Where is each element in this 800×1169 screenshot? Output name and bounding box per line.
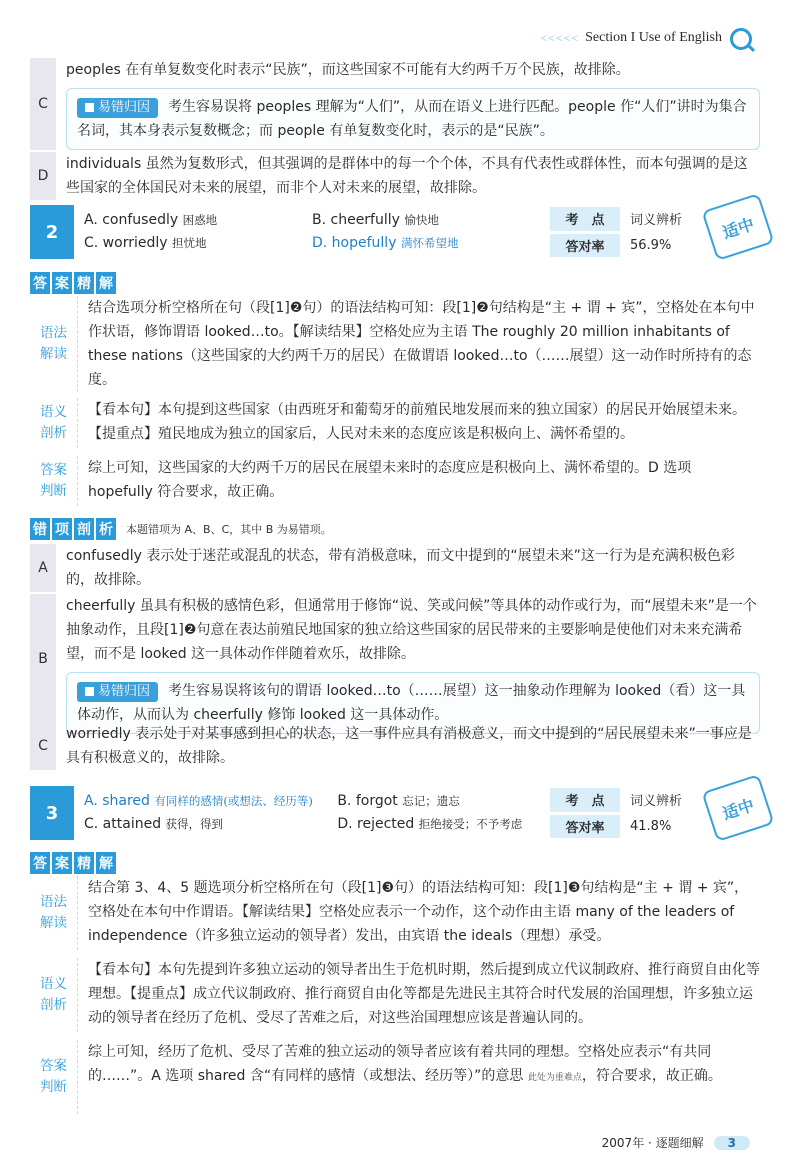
block-label: 语法 解读: [30, 296, 78, 392]
block-label: 语法 解读: [30, 876, 78, 950]
answer-judgment-q3: [30, 1040, 760, 1114]
block-text: 结合选项分析空格所在句（段[1]❷句）的语法结构可知：段[1]❷句结构是“主 + 谓 + 宾”，空格处在本句中作状语，修饰谓语 looked…to。【解读结果】空格处应为主语 The roughly 20 million inhabitants of these nations（这些国家的大约两千万的居民）在做谓语 looked…to（……展望）这一动作时所持有的态度。: [88, 300, 755, 388]
option-text: confusedly 表示处于迷茫或混乱的状态，带有消极意味，而文中提到的“展望未来”这一行为是充满积极色彩的，故排除。: [66, 548, 735, 588]
choice-d: D. rejected 拒绝接受；不予考虑: [337, 816, 523, 832]
wrong-options-heading: 错 项 剖 析 本题错项为 A、B、C，其中 B 为易错项。: [30, 518, 332, 540]
answer-heading-q3: 答 案 精 解: [30, 852, 118, 874]
wrong-option-c: [30, 722, 760, 770]
error-cause-tag: 易错归因: [77, 682, 158, 702]
option-text: worriedly 表示处于对某事感到担心的状态，这一事件应具有消极意义，而文中提到的“居民展望未来”一事应是具有积极意义的，故排除。: [66, 726, 752, 766]
block-text: 综上可知，这些国家的大约两千万的居民在展望未来时的态度应是积极向上、满怀希望的。D 选项 hopefully 符合要求，故正确。: [88, 460, 692, 500]
block-text: 【看本句】本句提到这些国家（由西班牙和葡萄牙的前殖民地发展而来的独立国家）的居民开始展望未来。【提重点】殖民地成为独立的国家后，人民对未来的态度应该是积极向上、满怀希望的。: [88, 402, 746, 442]
choice-a: A. shared 有同样的感情(或想法、经历等): [84, 793, 313, 809]
block-label: 答案 判断: [30, 1040, 78, 1114]
option-label: B: [30, 594, 56, 724]
header-arrows: <<<<<: [540, 30, 580, 45]
block-text: 结合第 3、4、5 题选项分析空格所在句（段[1]❸句）的语法结构可知：段[1]❸句结构是“主 + 谓 + 宾”，空格处在本句中作谓语。【解读结果】空格处应表示一个动作，这个动作由主语 many of the leaders of independence（许多独立运动的领导者）发出，由宾语 the ideals（理想）承受。: [88, 880, 749, 944]
question-number: 2: [30, 205, 74, 259]
option-c-analysis: [30, 58, 760, 150]
wrong-option-b: [30, 594, 760, 724]
page-footer: [602, 1134, 750, 1151]
choices: [74, 205, 550, 259]
error-cause-text: 考生容易误将该句的谓语 looked…to（……展望）这一抽象动作理解为 looked（看）这一具体动作，从而认为 cheerfully 修饰 looked 这一具体动作。: [77, 683, 746, 723]
choice-b: B. cheerfully 愉快地: [312, 212, 439, 228]
meta-key: 答对率: [550, 815, 620, 839]
error-cause-text: 考生容易误将 peoples 理解为“人们”，从而在语义上进行匹配。people 作“人们”讲时为集合名词，其本身表示复数概念；而 people 有单复数变化时，表示的是“民族”。: [77, 99, 747, 139]
choice-b: B. forgot 忘记；遗忘: [337, 793, 460, 809]
footer-text: 2007年 · 逐题细解: [601, 1136, 704, 1150]
answer-heading: 答 案 精 解: [30, 272, 118, 294]
wrong-note: 本题错项为 A、B、C，其中 B 为易错项。: [126, 523, 332, 536]
choice-c: C. attained 获得，得到: [84, 816, 224, 832]
choice-c: C. worriedly 担忧地: [84, 235, 207, 251]
option-label: A: [30, 544, 56, 592]
section-title: Section I Use of English: [585, 30, 722, 45]
error-cause-box: [66, 88, 760, 150]
answer-judgment: [30, 456, 760, 506]
choices: [74, 786, 550, 840]
block-label: 答案 判断: [30, 456, 78, 506]
block-label: 语义 剖析: [30, 398, 78, 448]
key-point-note: 此处为重难点: [527, 1073, 582, 1083]
block-text: 【看本句】本句先提到许多独立运动的领导者出生于危机时期，然后提到成立代议制政府、推行商贸自由化等理想。【提重点】成立代议制政府、推行商贸自由化等都是先进民主其符合时代发展的治国理想，许多独立运动的领导者在经历了危机、受尽了苦难之后，对这些治国理想应该是普遍认同的。: [88, 962, 760, 1026]
grammar-analysis: [30, 296, 760, 392]
page-number: 3: [714, 1136, 750, 1150]
wrong-option-a: [30, 544, 760, 592]
meta-value: 词义辨析: [630, 794, 683, 810]
question-3-bar: [30, 786, 760, 840]
question-number: 3: [30, 786, 74, 840]
grammar-analysis-q3: [30, 876, 760, 950]
question-2-bar: [30, 205, 760, 259]
meta-key: 答对率: [550, 234, 620, 258]
block-label: 语义 剖析: [30, 958, 78, 1032]
option-label: D: [30, 152, 56, 200]
option-text: cheerfully 虽具有积极的感情色彩，但通常用于修饰“说、笑或问候”等具体的动作或行为，而“展望未来”是一个抽象动作，且段[1]❷句意在表达前殖民地国家的独立给这些国家的居民带来的主要影响是使他们对未来充满希望，而不是 looked 这一具体动作伴随着欢乐，故排除。: [66, 598, 757, 662]
option-label: C: [30, 58, 56, 150]
meta-value: 56.9%: [630, 237, 672, 253]
meta-key: 考 点: [550, 207, 620, 231]
search-icon: [730, 28, 752, 50]
choice-a: A. confusedly 困惑地: [84, 212, 218, 228]
difficulty-stamp: 适中: [701, 193, 774, 261]
choice-d: D. hopefully 满怀希望地: [312, 235, 459, 251]
error-cause-tag: 易错归因: [77, 98, 158, 118]
semantic-analysis-q3: [30, 958, 760, 1032]
option-text: peoples 在有单复数变化时表示“民族”，而这些国家不可能有大约两千万个民族，故排除。: [66, 62, 630, 78]
page-header: [540, 30, 722, 46]
option-d-analysis: [30, 152, 760, 200]
semantic-analysis: [30, 398, 760, 448]
option-text: individuals 虽然为复数形式，但其强调的是群体中的每一个个体，不具有代表性或群体性，而本句强调的是这些国家的全体国民对未来的展望，而非个人对未来的展望，故排除。: [66, 156, 748, 196]
meta-value: 词义辨析: [630, 213, 683, 229]
meta-value: 41.8%: [630, 818, 672, 834]
block-text: 综上可知，经历了危机、受尽了苦难的独立运动的领导者应该有着共同的理想。空格处应表示“有共同的……”。A 选项 shared 含“有同样的感情（或想法、经历等）”的意思 此处为重难点，符合要求，故正确。: [88, 1044, 722, 1084]
difficulty-stamp: 适中: [701, 774, 774, 842]
meta-key: 考 点: [550, 788, 620, 812]
option-label: C: [30, 722, 56, 770]
